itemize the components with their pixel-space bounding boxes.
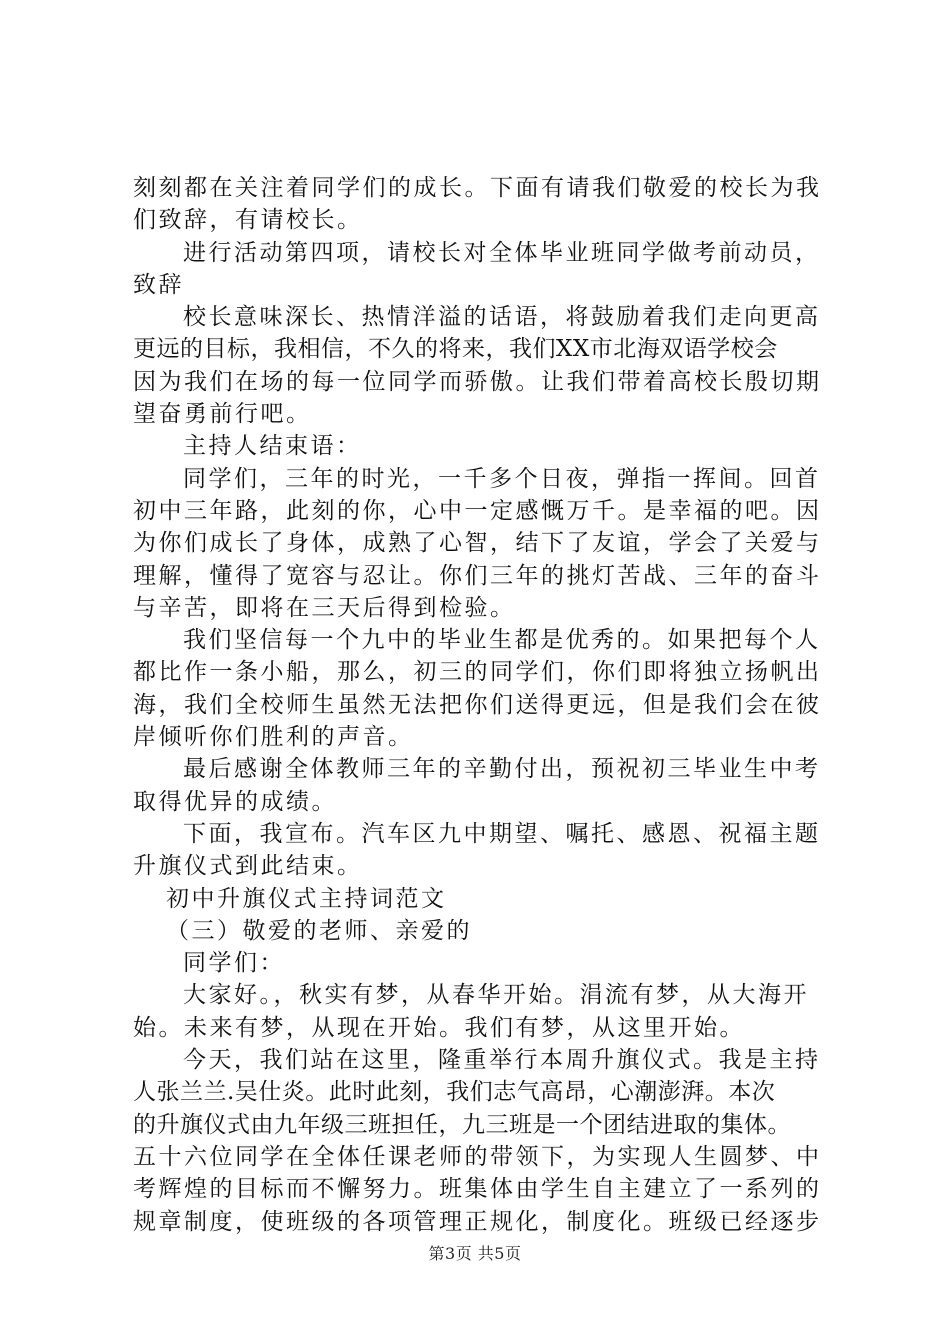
text-line: 人张兰兰.吴仕炎。此时此刻，我们志气高昂，心潮澎湃。本次 — [133, 1079, 776, 1106]
document-body — [133, 172, 833, 1238]
text-line: 岸倾听你们胜利的声音。 — [133, 724, 414, 751]
text-line: 我们坚信每一个九中的毕业生都是优秀的。如果把每个人 — [183, 627, 821, 654]
text-line: 初中升旗仪式主持词范文 — [166, 885, 447, 912]
text-line: 为你们成长了身体，成熟了心智，结下了友谊，学会了关爱与 — [133, 530, 822, 557]
text-line: 同学们： — [183, 950, 285, 977]
text-line: 五十六位同学在全体任课老师的带领下，为实现人生圆梦、中 — [133, 1143, 822, 1170]
text-line: 今天，我们站在这里，隆重举行本周升旗仪式。我是主持 — [183, 1047, 821, 1074]
text-line: 与辛苦，即将在三天后得到检验。 — [133, 594, 516, 621]
text-line: 主持人结束语： — [183, 433, 362, 460]
text-line: 理解，懂得了宽容与忍让。你们三年的挑灯苦战、三年的奋斗 — [133, 562, 822, 589]
text-line: 海，我们全校师生虽然无法把你们送得更远，但是我们会在彼 — [133, 691, 822, 718]
page-footer: 第3页 共5页 — [428, 1244, 522, 1263]
text-line: 更远的目标，我相信，不久的将来，我们XX市北海双语学校会 — [133, 336, 778, 363]
text-line: 下面，我宣布。汽车区九中期望、嘱托、感恩、祝福主题 — [183, 820, 821, 847]
text-line: 规章制度，使班级的各项管理正规化，制度化。班级已经逐步 — [133, 1208, 822, 1235]
text-line: 校长意味深长、热情洋溢的话语，将鼓励着我们走向更高 — [183, 304, 821, 331]
text-line: 最后感谢全体教师三年的辛勤付出，预祝初三毕业生中考 — [183, 756, 821, 783]
text-line: 望奋勇前行吧。 — [133, 401, 312, 428]
text-line: 们致辞，有请校长。 — [133, 207, 363, 234]
text-line: 进行活动第四项，请校长对全体毕业班同学做考前动员， — [183, 239, 821, 266]
text-line: 同学们，三年的时光，一千多个日夜，弹指一挥间。回首 — [183, 465, 821, 492]
text-line: 都比作一条小船，那么，初三的同学们，你们即将独立扬帆出 — [133, 659, 822, 686]
text-line: （三）敬爱的老师、亲爱的 — [166, 917, 472, 944]
text-line: 取得优异的成绩。 — [133, 788, 337, 815]
text-line: 升旗仪式到此结束。 — [133, 853, 363, 880]
text-line: 考辉煌的目标而不懈努力。班集体由学生自主建立了一系列的 — [133, 1176, 822, 1203]
text-line: 初中三年路，此刻的你，心中一定感慨万千。是幸福的吧。因 — [133, 497, 822, 524]
text-line: 大家好。，秋实有梦，从春华开始。涓流有梦，从大海开 — [183, 982, 809, 1009]
text-line: 致辞 — [133, 271, 184, 298]
text-line: 刻刻都在关注着同学们的成长。下面有请我们敬爱的校长为我 — [133, 175, 822, 201]
text-line: 始。未来有梦，从现在开始。我们有梦，从这里开始。 — [133, 1014, 745, 1041]
text-line: 因为我们在场的每一位同学而骄傲。让我们带着高校长殷切期 — [133, 368, 822, 395]
text-line: 的升旗仪式由九年级三班担任，九三班是一个团结进取的集体。 — [133, 1111, 791, 1138]
